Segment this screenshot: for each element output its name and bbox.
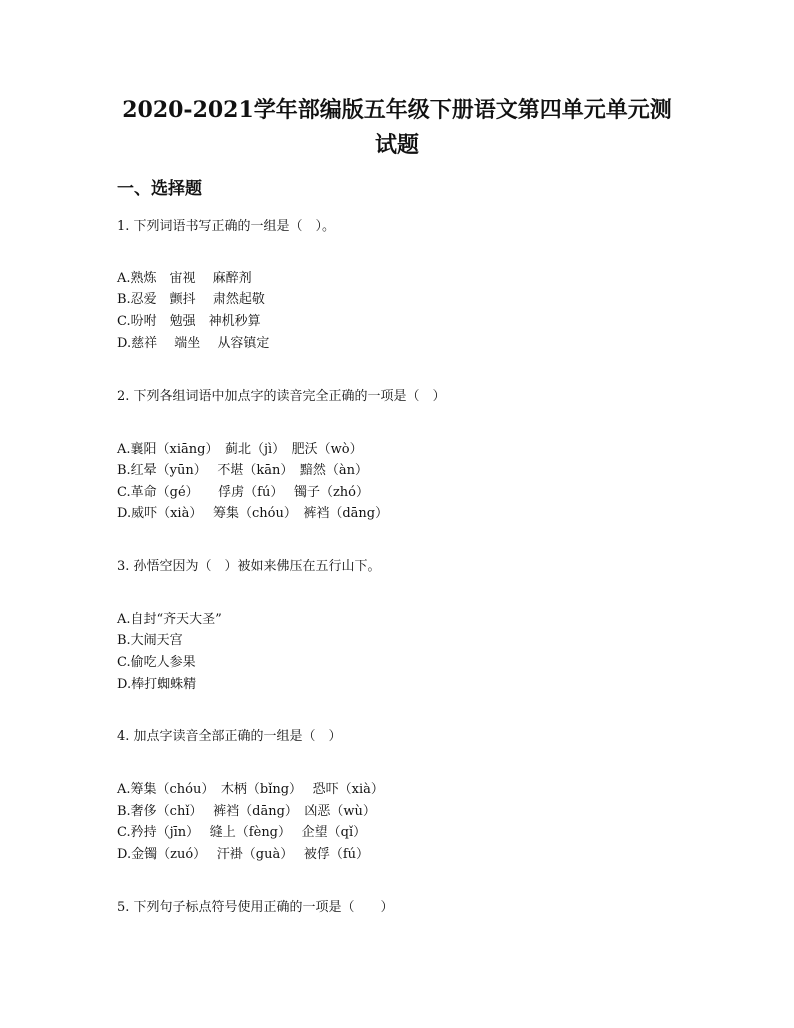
question-1-option-d: D.慈祥 端坐 从容镇定 <box>117 336 270 351</box>
question-2-option-a: A.襄阳（xiāng） 蓟北（jì） 肥沃（wò） <box>117 442 363 457</box>
question-2-option-d: D.威吓（xià） 筹集（chóu） 裤裆（dāng） <box>117 506 389 521</box>
question-1-option-a: A.熟炼 宙视 麻醉剂 <box>117 271 252 286</box>
question-4-option-c: C.矜持（jīn） 缝上（fèng） 企望（qǐ） <box>117 825 367 840</box>
document-title-line-1: 2020-2021学年部编版五年级下册语文第四单元单元测 <box>122 97 672 123</box>
question-1-option-b: B.忍爱 颤抖 肃然起敬 <box>117 292 265 307</box>
question-5-stem: 5. 下列句子标点符号使用正确的一项是（ ） <box>117 900 394 915</box>
question-1-stem: 1. 下列词语书写正确的一组是（ ）。 <box>117 219 336 234</box>
question-4-stem: 4. 加点字读音全部正确的一组是（ ） <box>117 729 342 744</box>
question-2-option-b: B.红晕（yūn） 不堪（kān） 黯然（àn） <box>117 463 369 478</box>
question-4-option-b: B.奢侈（chǐ） 裤裆（dāng） 凶恶（wù） <box>117 804 376 819</box>
document-title-line-2: 试题 <box>374 132 419 158</box>
question-2-option-c: C.革命（gé） 俘虏（fú） 镯子（zhó） <box>117 485 369 500</box>
question-4-option-d: D.金镯（zuó） 汗褂（guà） 被俘（fú） <box>117 847 370 862</box>
question-3-stem: 3. 孙悟空因为（ ）被如来佛压在五行山下。 <box>117 559 381 574</box>
question-1-option-c: C.吩咐 勉强 神机秒算 <box>117 314 261 329</box>
section-heading: 一、选择题 <box>117 179 202 199</box>
question-3-option-c: C.偷吃人参果 <box>117 655 196 670</box>
question-2-stem: 2. 下列各组词语中加点字的读音完全正确的一项是（ ） <box>117 389 446 404</box>
question-3-option-d: D.棒打蜘蛛精 <box>117 677 197 692</box>
question-4-option-a: A.筹集（chóu） 木柄（bǐng） 恐吓（xià） <box>117 782 384 797</box>
question-3-option-b: B.大闹天宫 <box>117 633 183 648</box>
question-3-option-a: A.自封“齐天大圣” <box>117 612 222 627</box>
